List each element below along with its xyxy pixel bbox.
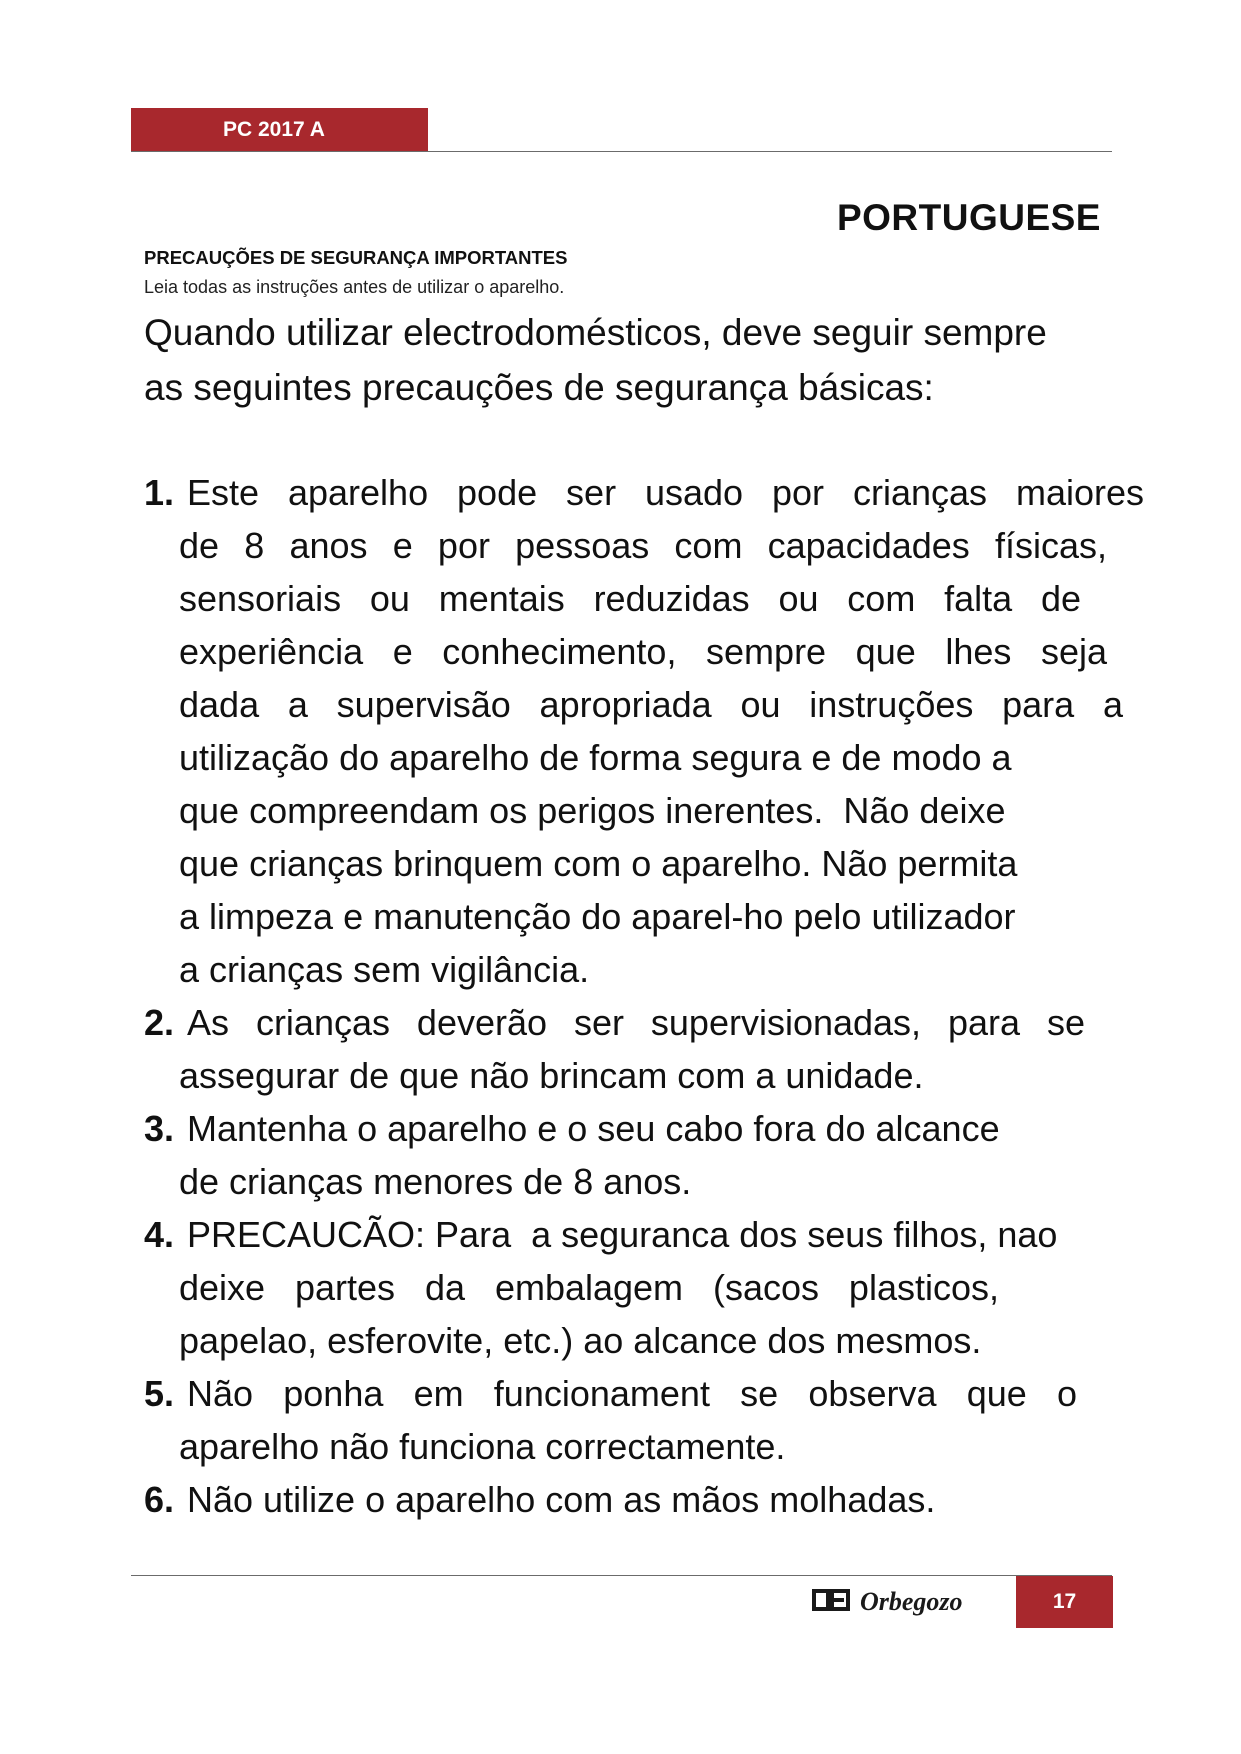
item-line: a crianças sem vigilância. bbox=[179, 949, 590, 990]
model-label: PC 2017 A bbox=[223, 118, 325, 141]
section-subtitle: Leia todas as instruções antes de utilizar o aparelho. bbox=[144, 277, 565, 297]
item-line: que compreendam os perigos inerentes. Não deixe bbox=[179, 790, 1006, 831]
logo-mark-bar bbox=[834, 1598, 844, 1602]
safety-item-3 bbox=[144, 1102, 1144, 1208]
item-line: Não ponha em funcionament se observa que o bbox=[187, 1373, 1077, 1414]
item-line: que crianças brinquem com o aparelho. Não permita bbox=[179, 843, 1018, 884]
brand-name: Orbegozo bbox=[860, 1587, 963, 1616]
item-line: aparelho não funciona correctamente. bbox=[179, 1426, 786, 1467]
item-line: de 8 anos e por pessoas com capacidades físicas, bbox=[179, 525, 1107, 566]
safety-item-6 bbox=[144, 1473, 1144, 1526]
intro-paragraph bbox=[144, 305, 1104, 415]
item-line: utilização do aparelho de forma segura e de modo a bbox=[179, 737, 1012, 778]
item-line: papelao, esferovite, etc.) ao alcance dos mesmos. bbox=[179, 1320, 982, 1361]
item-line: Mantenha o aparelho e o seu cabo fora do alcance bbox=[187, 1108, 1000, 1149]
item-line: Não utilize o aparelho com as mãos molhadas. bbox=[187, 1479, 936, 1520]
item-line: sensoriais ou mentais reduzidas ou com falta de bbox=[179, 578, 1081, 619]
item-number: 2. bbox=[144, 1002, 175, 1043]
intro-line: Quando utilizar electrodomésticos, deve seguir sempre bbox=[144, 312, 1047, 353]
item-number: 3. bbox=[144, 1108, 175, 1149]
item-number: 1. bbox=[144, 472, 175, 513]
section-title: PRECAUÇÕES DE SEGURANÇA IMPORTANTES bbox=[144, 247, 568, 268]
item-number: 5. bbox=[144, 1373, 175, 1414]
brand-logo bbox=[812, 1583, 1010, 1617]
safety-list bbox=[144, 466, 1144, 1526]
language-heading: PORTUGUESE bbox=[836, 197, 1101, 238]
header-divider bbox=[131, 151, 1112, 152]
safety-item-1 bbox=[144, 466, 1144, 996]
item-line: dada a supervisão apropriada ou instruções para a bbox=[179, 684, 1123, 725]
item-line: As crianças deverão ser supervisionadas, para se bbox=[187, 1002, 1085, 1043]
item-line: assegurar de que não brincam com a unidade. bbox=[179, 1055, 924, 1096]
item-number: 4. bbox=[144, 1214, 175, 1255]
logo-mark-left bbox=[814, 1591, 828, 1609]
safety-item-5 bbox=[144, 1367, 1144, 1473]
item-line: deixe partes da embalagem (sacos plasticos, bbox=[179, 1267, 999, 1308]
item-line: Este aparelho pode ser usado por crianças maiores bbox=[187, 472, 1144, 513]
item-line: PRECAUCÃO: Para a seguranca dos seus filhos, nao bbox=[187, 1214, 1058, 1255]
footer-divider bbox=[131, 1575, 1112, 1576]
item-line: experiência e conhecimento, sempre que lhes seja bbox=[179, 631, 1107, 672]
item-line: de crianças menores de 8 anos. bbox=[179, 1161, 692, 1202]
safety-item-2 bbox=[144, 996, 1144, 1102]
intro-line: as seguintes precauções de segurança básicas: bbox=[144, 367, 934, 408]
safety-item-4 bbox=[144, 1208, 1144, 1367]
item-line: a limpeza e manutenção do aparel-ho pelo utilizador bbox=[179, 896, 1016, 937]
page-number: 17 bbox=[1052, 1590, 1077, 1613]
page-number-box bbox=[1016, 1576, 1113, 1628]
item-number: 6. bbox=[144, 1479, 175, 1520]
model-tab bbox=[131, 108, 428, 151]
